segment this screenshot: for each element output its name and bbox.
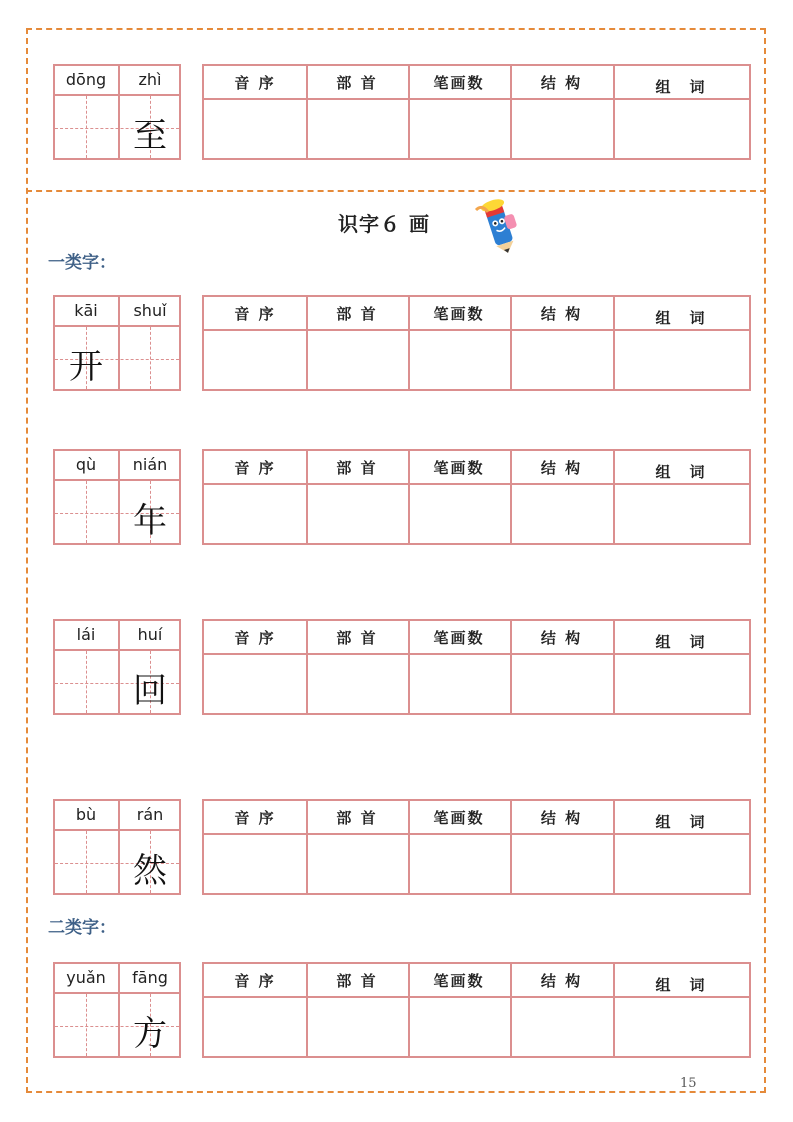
column-header: 部 首	[336, 305, 378, 323]
column-header: 部 首	[336, 972, 378, 990]
column-header: 结 构	[540, 629, 583, 647]
answer-cell[interactable]	[613, 835, 749, 893]
answer-cell[interactable]	[510, 100, 613, 158]
answer-cell[interactable]	[306, 331, 408, 389]
column-header: 结 构	[540, 809, 583, 827]
answer-cell[interactable]	[204, 331, 306, 389]
analysis-grid	[202, 799, 751, 895]
pinyin-right: rán	[136, 805, 164, 824]
character-box	[53, 295, 181, 391]
answer-cell[interactable]	[510, 485, 613, 543]
column-header: 音 序	[234, 74, 276, 92]
hanzi-character: 至	[133, 116, 167, 156]
column-header: 部 首	[336, 459, 378, 477]
answer-cell[interactable]	[408, 485, 510, 543]
column-header: 结 构	[540, 305, 583, 323]
column-header: 音 序	[234, 459, 276, 477]
answer-cell[interactable]	[510, 998, 613, 1056]
pinyin-right: huí	[137, 625, 163, 644]
column-header: 组 词	[655, 78, 707, 96]
column-header: 组 词	[655, 976, 707, 994]
answer-cell[interactable]	[408, 998, 510, 1056]
page-frame	[26, 28, 766, 1093]
answer-cell[interactable]	[306, 655, 408, 713]
answer-cell[interactable]	[306, 100, 408, 158]
pencil-mascot-icon	[470, 194, 530, 256]
analysis-grid	[202, 295, 751, 391]
answer-cell[interactable]	[613, 655, 749, 713]
answer-cell[interactable]	[510, 655, 613, 713]
analysis-grid	[202, 64, 751, 160]
character-box	[53, 619, 181, 715]
column-header: 笔画数	[433, 74, 485, 92]
column-header: 笔画数	[433, 629, 485, 647]
answer-cell[interactable]	[613, 485, 749, 543]
answer-cell[interactable]	[510, 835, 613, 893]
page-number: 15	[680, 1076, 697, 1091]
answer-cell[interactable]	[408, 331, 510, 389]
answer-cell[interactable]	[204, 100, 306, 158]
answer-cell[interactable]	[510, 331, 613, 389]
column-header: 部 首	[336, 629, 378, 647]
column-header: 笔画数	[433, 972, 485, 990]
column-header: 部 首	[336, 74, 378, 92]
column-header: 结 构	[540, 74, 583, 92]
hanzi-character: 然	[133, 851, 167, 891]
column-header: 部 首	[336, 809, 378, 827]
answer-cell[interactable]	[408, 100, 510, 158]
column-header: 组 词	[655, 633, 707, 651]
character-box	[53, 799, 181, 895]
pinyin-left: dōng	[65, 70, 107, 89]
pinyin-left: lái	[76, 625, 96, 644]
section-label-second-class: 二类字：	[48, 918, 116, 938]
answer-cell[interactable]	[408, 835, 510, 893]
column-header: 音 序	[234, 305, 276, 323]
pinyin-left: kāi	[74, 301, 98, 320]
column-header: 音 序	[234, 629, 276, 647]
answer-cell[interactable]	[613, 100, 749, 158]
pinyin-left: yuǎn	[66, 968, 106, 987]
pinyin-left: qù	[75, 455, 97, 474]
analysis-grid	[202, 449, 751, 545]
column-header: 笔画数	[433, 459, 485, 477]
column-header: 笔画数	[433, 809, 485, 827]
analysis-grid	[202, 962, 751, 1058]
section-label-first-class: 一类字：	[48, 253, 116, 273]
section-divider	[26, 190, 766, 192]
analysis-grid	[202, 619, 751, 715]
hanzi-character: 开	[69, 347, 103, 387]
hanzi-character: 方	[133, 1014, 167, 1054]
hanzi-character: 回	[133, 671, 167, 711]
answer-cell[interactable]	[204, 835, 306, 893]
answer-cell[interactable]	[306, 835, 408, 893]
character-box	[53, 64, 181, 160]
answer-cell[interactable]	[204, 655, 306, 713]
answer-cell[interactable]	[204, 485, 306, 543]
column-header: 组 词	[655, 463, 707, 481]
column-header: 结 构	[540, 459, 583, 477]
answer-cell[interactable]	[204, 998, 306, 1056]
pinyin-right: shuǐ	[133, 301, 167, 320]
lesson-title: 识字６ 画	[338, 212, 430, 236]
column-header: 音 序	[234, 809, 276, 827]
pinyin-right: zhì	[138, 70, 162, 89]
pinyin-left: bù	[75, 805, 97, 824]
column-header: 音 序	[234, 972, 276, 990]
pinyin-right: nián	[132, 455, 168, 474]
column-header: 组 词	[655, 309, 707, 327]
hanzi-character: 年	[133, 501, 167, 541]
character-box	[53, 962, 181, 1058]
answer-cell[interactable]	[613, 998, 749, 1056]
answer-cell[interactable]	[613, 331, 749, 389]
column-header: 结 构	[540, 972, 583, 990]
answer-cell[interactable]	[408, 655, 510, 713]
pinyin-right: fāng	[132, 968, 168, 987]
answer-cell[interactable]	[306, 485, 408, 543]
column-header: 笔画数	[433, 305, 485, 323]
column-header: 组 词	[655, 813, 707, 831]
character-box	[53, 449, 181, 545]
answer-cell[interactable]	[306, 998, 408, 1056]
